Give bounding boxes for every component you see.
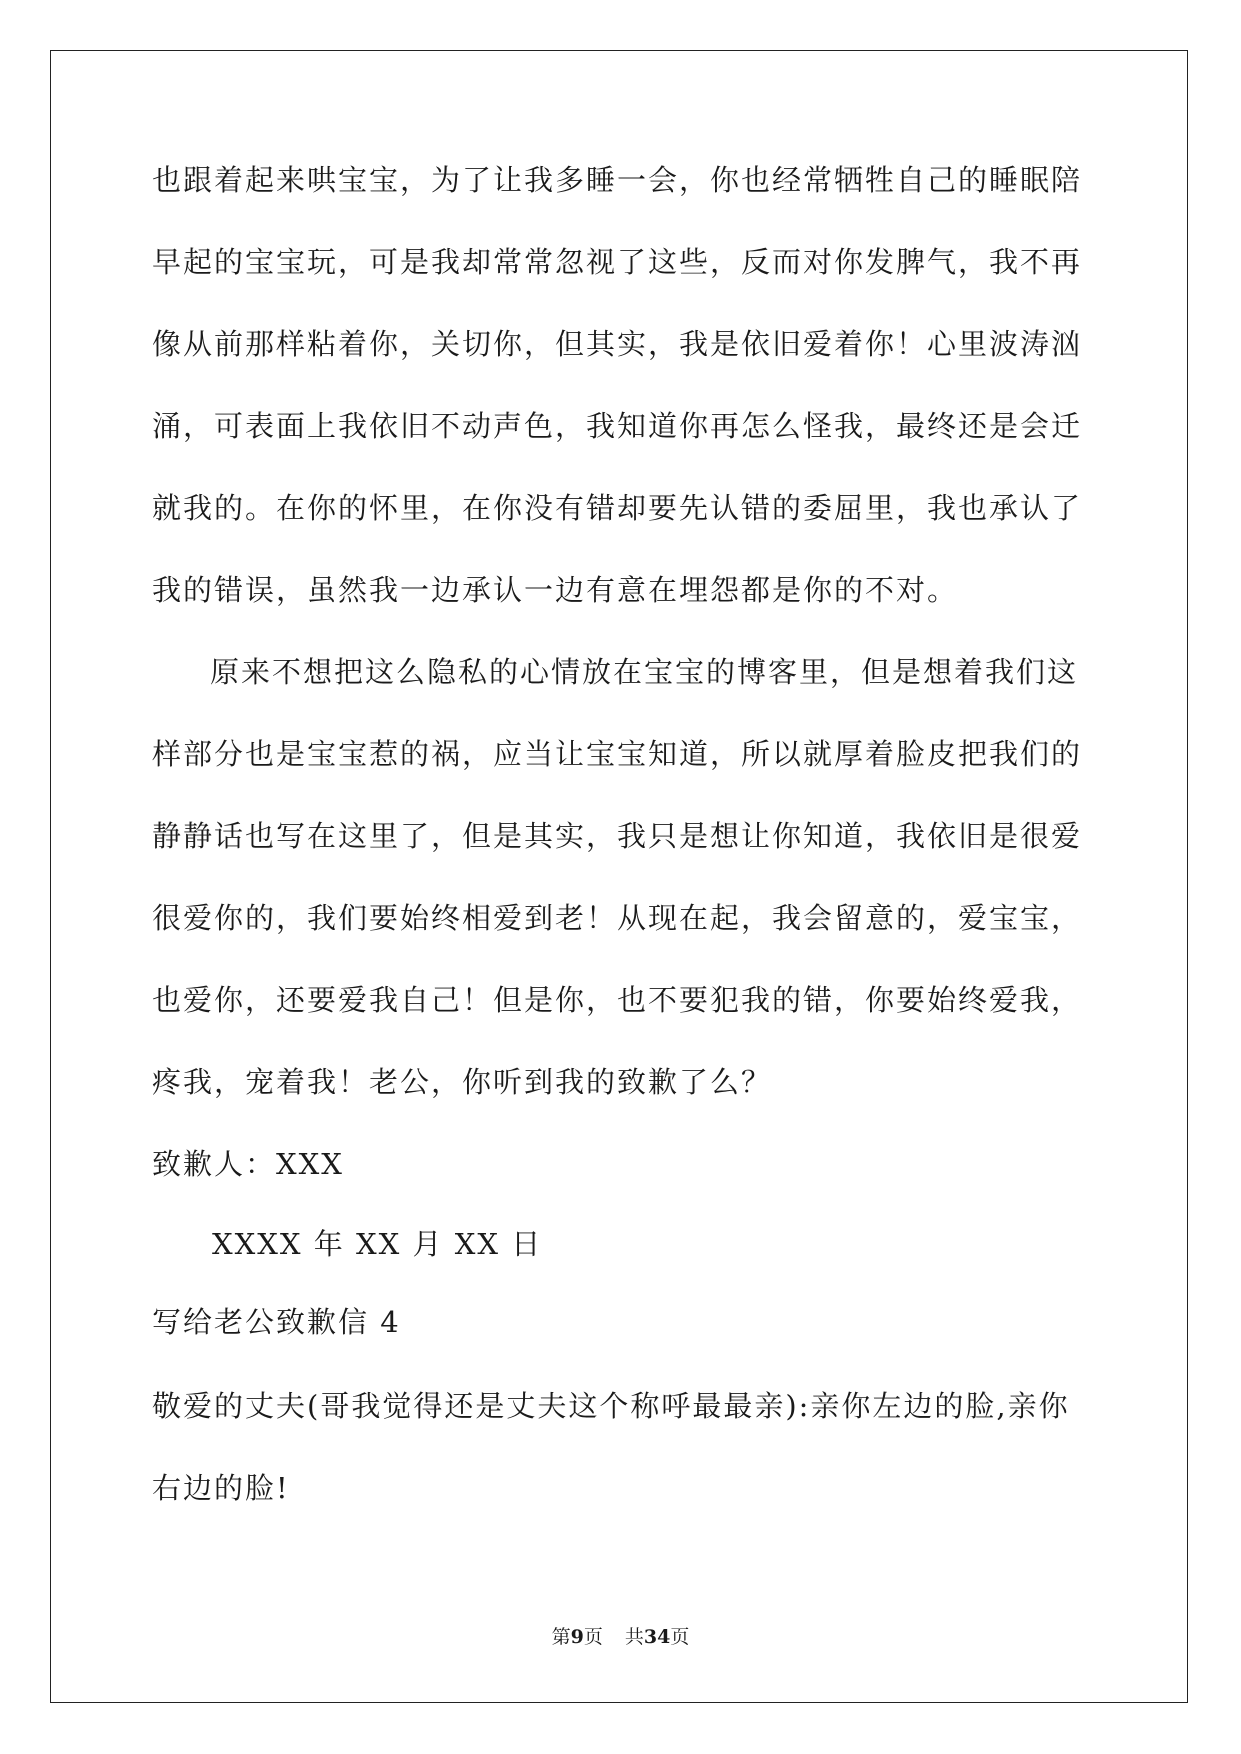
document-body: [152, 160, 1092, 1550]
letter-line: 敬爱的丈夫(哥我觉得还是丈夫这个称呼最最亲):亲你左边的脸,亲你: [152, 1389, 1070, 1423]
page-suffix: 页: [583, 1626, 603, 1648]
section-heading: 写给老公致歉信 4: [152, 1305, 401, 1339]
paragraph-line: 早起的宝宝玩，可是我却常常忽视了这些，反而对你发脾气，我不再: [152, 245, 1083, 279]
paragraph-line: 就我的。在你的怀里，在你没有错却要先认错的委屈里，我也承认了: [152, 491, 1083, 525]
paragraph-line: 涌，可表面上我依旧不动声色，我知道你再怎么怪我，最终还是会迁: [152, 409, 1083, 443]
paragraph-line: 原来不想把这么隐私的心情放在宝宝的博客里，但是想着我们这: [210, 655, 1079, 689]
page-footer: [0, 1622, 1241, 1649]
signer-line: 致歉人：XXX: [152, 1147, 344, 1181]
letter-line: 右边的脸!: [152, 1471, 290, 1505]
paragraph-line: 很爱你的，我们要始终相爱到老！从现在起，我会留意的，爱宝宝，: [152, 901, 1083, 935]
paragraph-line: 静静话也写在这里了，但是其实，我只是想让你知道，我依旧是很爱: [152, 819, 1083, 853]
paragraph-line: 样部分也是宝宝惹的祸，应当让宝宝知道，所以就厚着脸皮把我们的: [152, 737, 1083, 771]
total-suffix: 页: [670, 1626, 690, 1648]
paragraph-line: 像从前那样粘着你，关切你，但其实，我是依旧爱着你！心里波涛汹: [152, 327, 1083, 361]
page-number: 9: [570, 1626, 584, 1648]
total-prefix: 共: [624, 1626, 644, 1648]
paragraph-line: 也跟着起来哄宝宝，为了让我多睡一会，你也经常牺牲自己的睡眠陪: [152, 163, 1083, 197]
paragraph-line: 疼我，宠着我！老公，你听到我的致歉了么？: [152, 1065, 773, 1099]
total-pages: 34: [643, 1626, 671, 1648]
page-prefix: 第: [551, 1626, 571, 1648]
paragraph-line: 我的错误，虽然我一边承认一边有意在埋怨都是你的不对。: [152, 573, 959, 607]
date-line: XXXX 年 XX 月 XX 日: [212, 1227, 543, 1261]
paragraph-line: 也爱你，还要爱我自己！但是你，也不要犯我的错，你要始终爱我，: [152, 983, 1083, 1017]
